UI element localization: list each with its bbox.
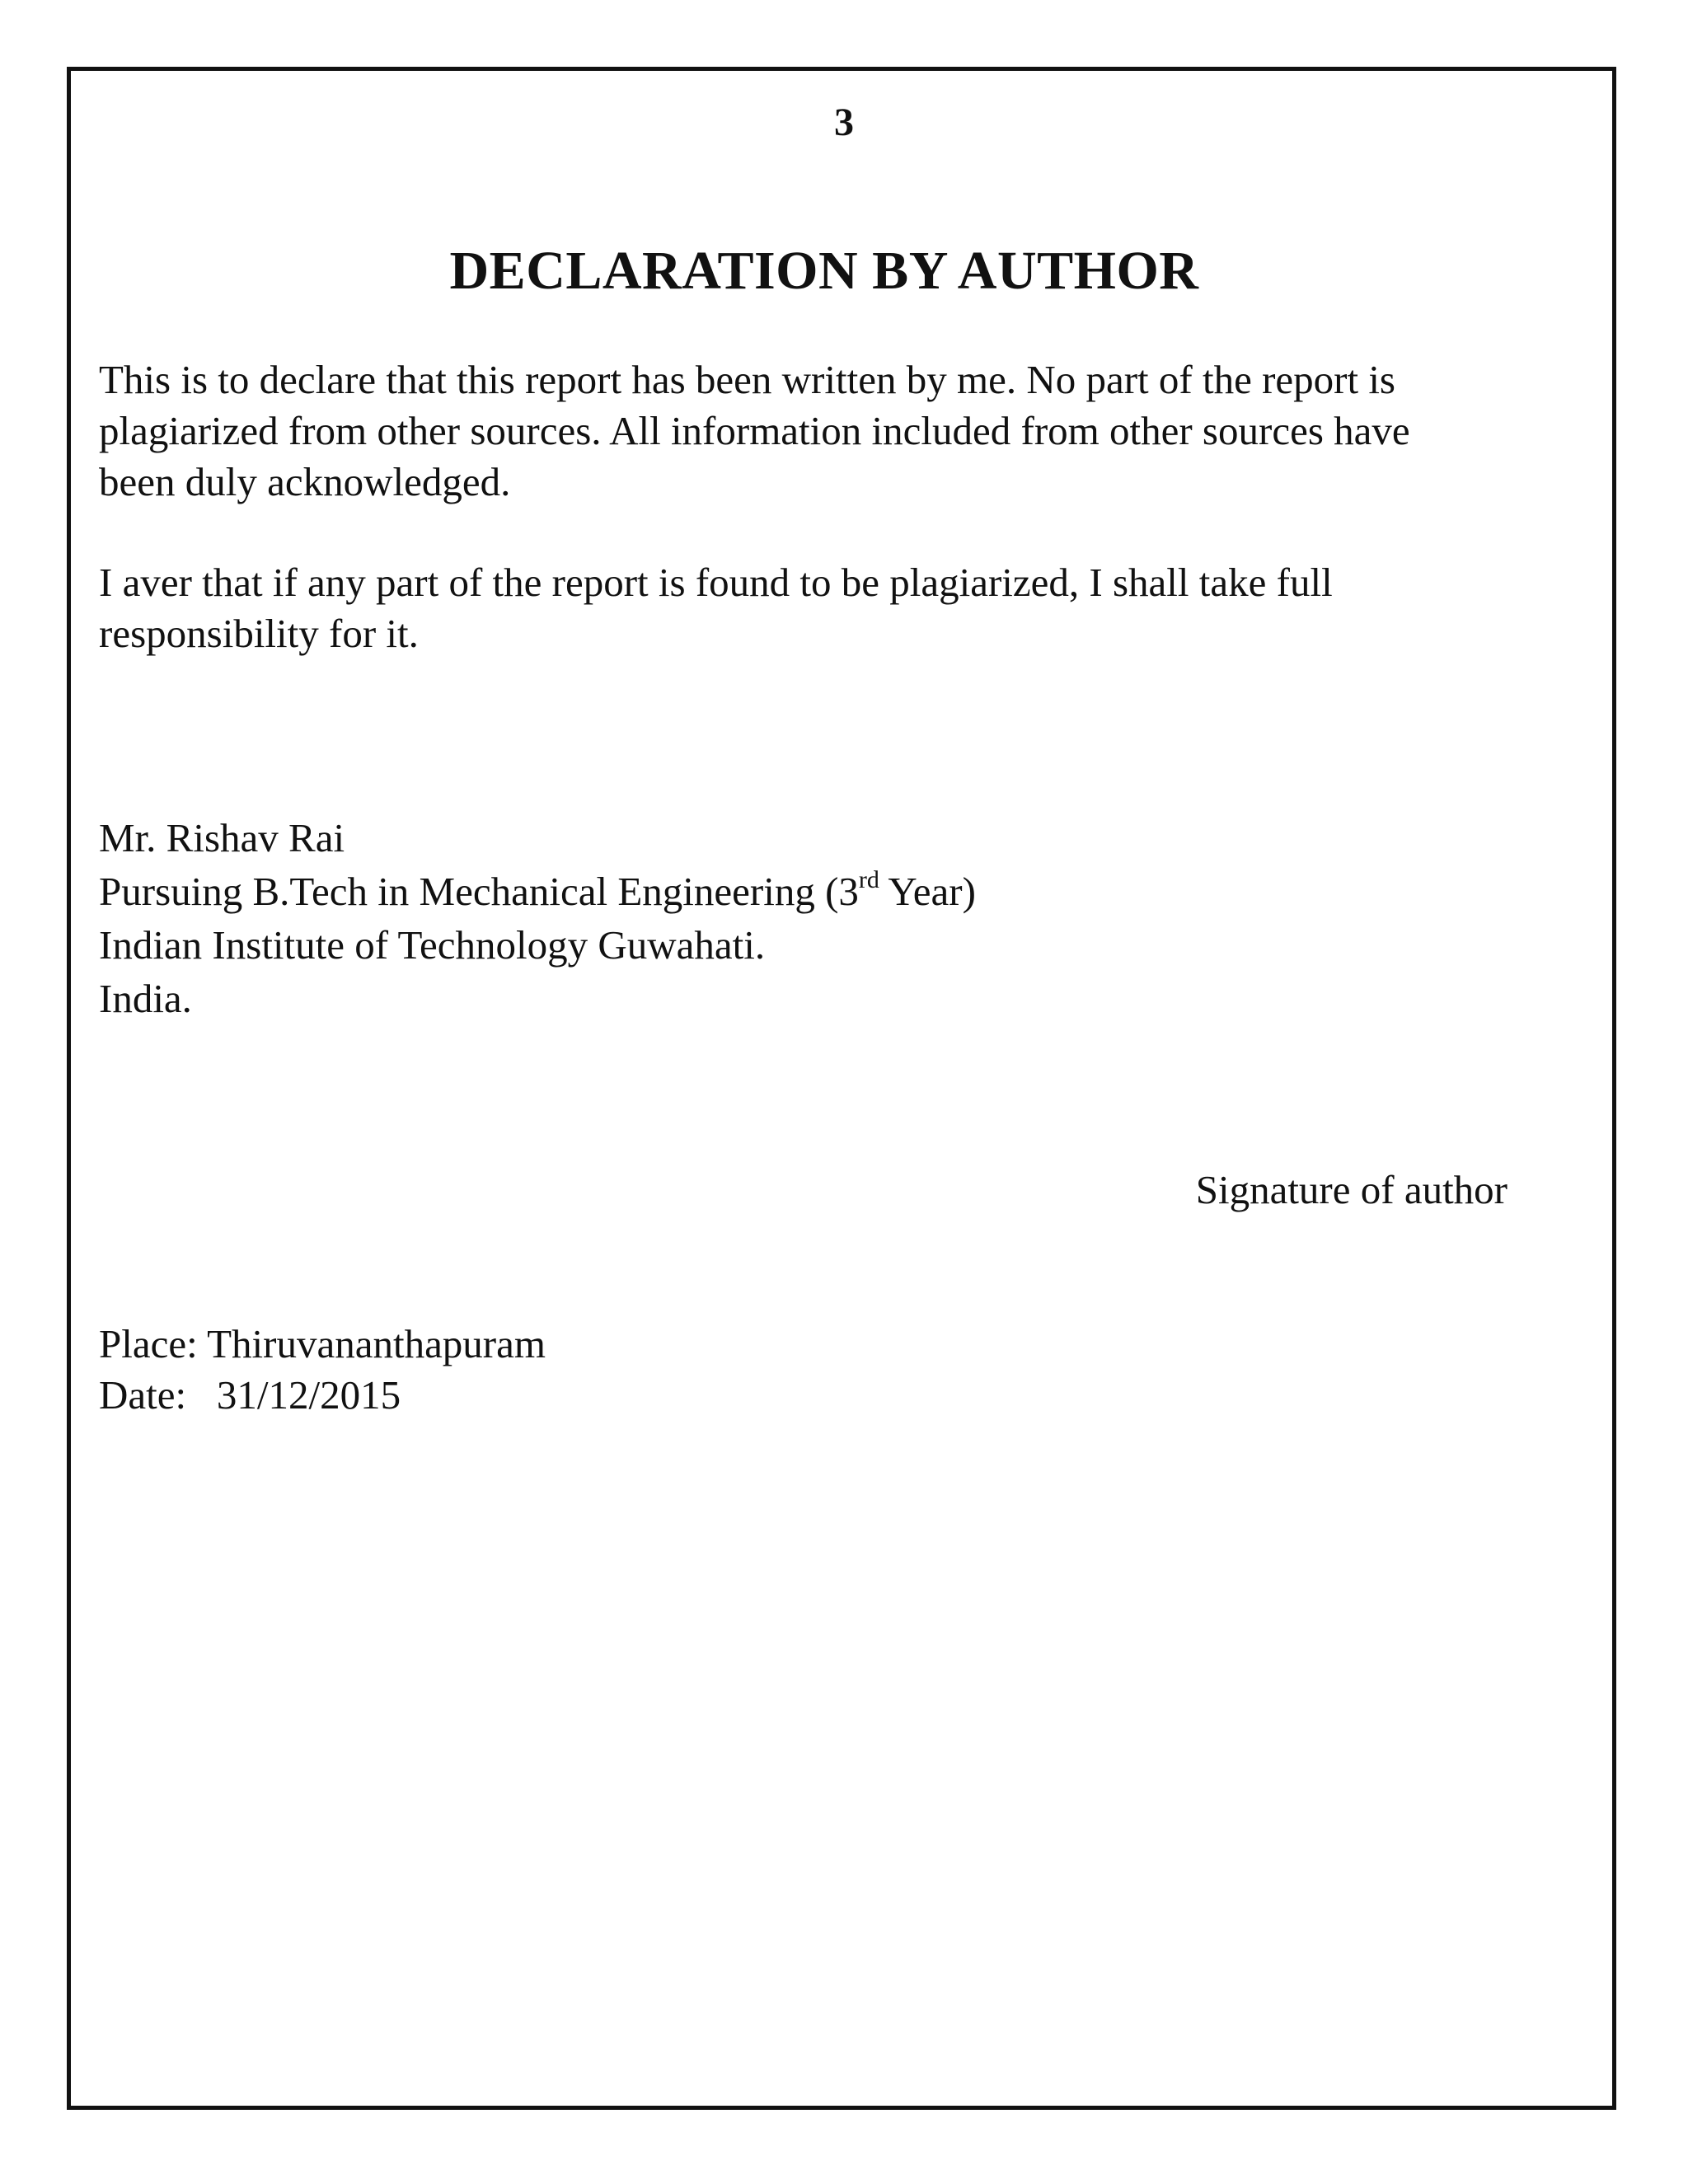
author-institute: Indian Institute of Technology Guwahati. xyxy=(99,922,766,968)
page-number: 3 xyxy=(834,101,854,144)
author-details xyxy=(99,811,976,1025)
responsibility-paragraph xyxy=(99,557,1566,659)
paragraph-line: plagiarized from other sources. All information included from other sources have xyxy=(99,408,1410,453)
paragraph-line: This is to declare that this report has been written by me. No part of the report is xyxy=(99,357,1396,402)
paragraph-line: responsibility for it. xyxy=(99,611,419,656)
paragraph-line: been duly acknowledged. xyxy=(99,459,511,504)
date-text: Date: 31/12/2015 xyxy=(99,1372,401,1418)
signature-label: Signature of author xyxy=(1195,1167,1507,1212)
place-date-block xyxy=(99,1319,546,1421)
declaration-paragraph xyxy=(99,354,1566,508)
author-program-suffix: Year) xyxy=(879,869,976,914)
author-program xyxy=(99,865,976,918)
author-name: Mr. Rishav Rai xyxy=(99,815,345,860)
author-country: India. xyxy=(99,976,192,1021)
author-program-prefix: Pursuing B.Tech in Mechanical Engineering (3 xyxy=(99,869,859,914)
author-program-superscript: rd xyxy=(858,865,879,893)
place-text: Place: Thiruvananthapuram xyxy=(99,1321,546,1366)
paragraph-line: I aver that if any part of the report is found to be plagiarized, I shall take full xyxy=(99,560,1333,605)
page-title: DECLARATION BY AUTHOR xyxy=(449,241,1199,301)
